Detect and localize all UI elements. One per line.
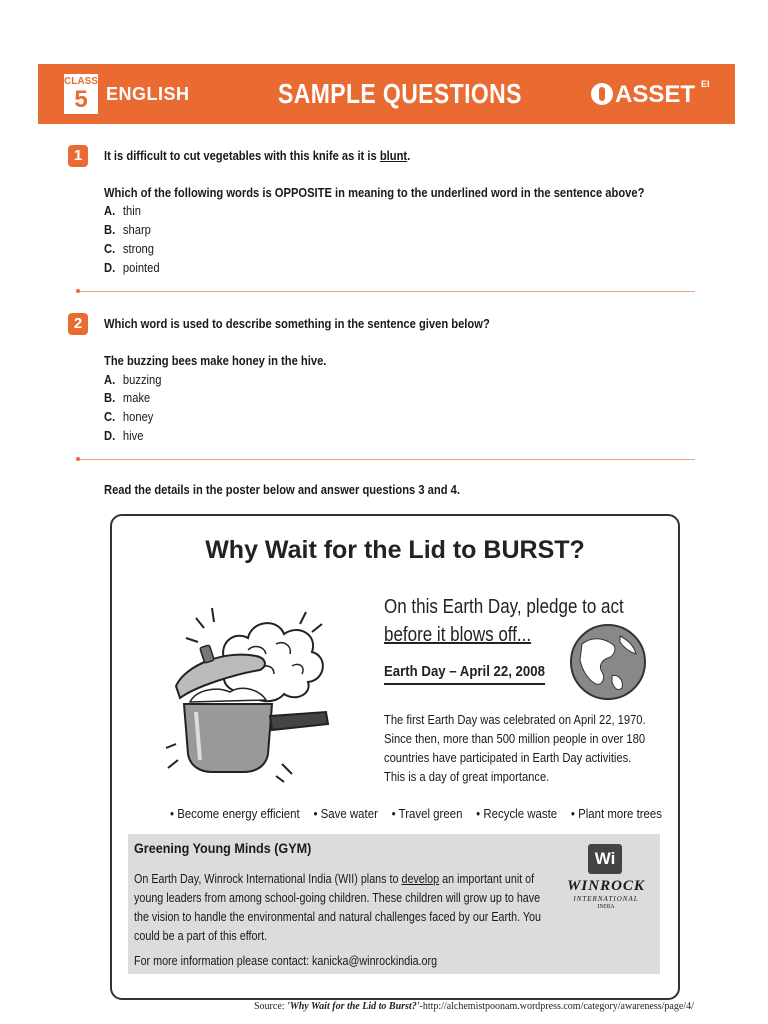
earth-day-date: Earth Day – April 22, 2008 bbox=[384, 663, 545, 685]
asset-logo-superscript: EI bbox=[701, 79, 710, 89]
question-1-underlined-word: blunt bbox=[379, 148, 408, 163]
question-1-option-b[interactable] bbox=[104, 222, 151, 237]
bullet-text: Save water bbox=[320, 806, 378, 821]
option-letter: B. bbox=[104, 222, 116, 237]
header-banner bbox=[38, 64, 735, 124]
pressure-cooker-illustration bbox=[156, 594, 346, 784]
class-badge bbox=[64, 74, 98, 114]
earth-day-poster bbox=[110, 514, 680, 1000]
bullet-text: Plant more trees bbox=[578, 806, 663, 821]
bullet-item: • Plant more trees bbox=[570, 806, 663, 821]
poster-instruction: Read the details in the poster below and answer questions 3 and 4. bbox=[104, 482, 460, 497]
option-text: strong bbox=[122, 241, 155, 256]
poster-title: Why Wait for the Lid to BURST? bbox=[205, 536, 585, 564]
gym-body bbox=[134, 870, 554, 946]
gym-title: Greening Young Minds (GYM) bbox=[134, 840, 312, 856]
option-text: buzzing bbox=[122, 372, 162, 387]
question-1-option-d[interactable] bbox=[104, 260, 160, 275]
option-text: pointed bbox=[122, 260, 160, 275]
source-label: Source: bbox=[254, 1001, 288, 1012]
question-2-option-b[interactable] bbox=[104, 390, 150, 405]
page-title: SAMPLE QUESTIONS bbox=[278, 78, 522, 109]
gym-underlined-word: develop bbox=[401, 872, 440, 886]
asset-logo-text: ASSET bbox=[615, 81, 696, 108]
bullet-item: • Recycle waste bbox=[476, 806, 558, 821]
question-1-stem-end: . bbox=[407, 148, 411, 163]
option-letter: A. bbox=[104, 372, 116, 387]
earth-day-info: The first Earth Day was celebrated on April 22, 1970. Since then, more than 500 million people in over 180 countries have participated in Earth Day activities. This is a day of great importance. bbox=[384, 712, 646, 784]
source-citation bbox=[254, 1001, 694, 1012]
subject-label: ENGLISH bbox=[106, 84, 190, 104]
question-2-stem: Which word is used to describe something in the sentence given below? bbox=[104, 316, 490, 331]
option-letter: C. bbox=[104, 409, 116, 424]
question-2-option-c[interactable] bbox=[104, 409, 153, 424]
question-divider bbox=[78, 459, 695, 460]
question-2-option-d[interactable] bbox=[104, 428, 143, 443]
pledge-line-1: On this Earth Day, pledge to act bbox=[384, 596, 624, 618]
question-1-option-a[interactable] bbox=[104, 203, 141, 218]
question-1-prompt: Which of the following words is OPPOSITE in meaning to the underlined word in the sentence above? bbox=[104, 185, 645, 200]
gym-contact: For more information please contact: kanicka@winrockindia.org bbox=[134, 954, 438, 968]
option-text: hive bbox=[122, 428, 144, 443]
gym-body-text-end: an important unit of young leaders from among school-going children. These children will grow up to have the vision to handle the environmental and natural challenges faced by our Earth. You could be a part of this effort. bbox=[134, 872, 541, 943]
option-text: thin bbox=[122, 203, 141, 218]
winrock-logo-mark: Wi bbox=[588, 844, 622, 874]
option-letter: D. bbox=[104, 260, 116, 275]
pledge-line-2: before it blows off... bbox=[384, 624, 532, 646]
source-url: -http://alchemistpoonam.wordpress.com/category/awareness/page/4/ bbox=[419, 1001, 694, 1012]
winrock-sub: INTERNATIONAL bbox=[573, 895, 639, 903]
question-2-option-a[interactable] bbox=[104, 372, 161, 387]
winrock-name: WINROCK bbox=[567, 878, 645, 894]
option-letter: A. bbox=[104, 203, 116, 218]
bullet-text: Become energy efficient bbox=[177, 806, 300, 821]
option-text: honey bbox=[122, 409, 154, 424]
winrock-country: INDIA bbox=[597, 904, 615, 910]
bullet-text: Recycle waste bbox=[483, 806, 558, 821]
asset-logo-icon bbox=[591, 83, 613, 105]
source-title: 'Why Wait for the Lid to Burst?' bbox=[287, 1001, 420, 1012]
option-text: make bbox=[122, 390, 151, 405]
question-1-number: 1 bbox=[68, 145, 88, 167]
option-letter: D. bbox=[104, 428, 116, 443]
bullet-text: Travel green bbox=[398, 806, 463, 821]
question-2-number: 2 bbox=[68, 313, 88, 335]
bullet-item: • Become energy efficient bbox=[170, 806, 300, 821]
class-number: 5 bbox=[74, 86, 88, 113]
question-1-stem-text: It is difficult to cut vegetables with this knife as it is bbox=[104, 148, 380, 163]
question-2-sentence: The buzzing bees make honey in the hive. bbox=[104, 353, 327, 368]
question-divider bbox=[78, 291, 695, 292]
option-letter: B. bbox=[104, 390, 116, 405]
option-letter: C. bbox=[104, 241, 116, 256]
bullet-item: • Travel green bbox=[391, 806, 463, 821]
gym-box bbox=[128, 834, 660, 974]
question-1-option-c[interactable] bbox=[104, 241, 154, 256]
class-label: CLASS bbox=[64, 76, 98, 87]
option-text: sharp bbox=[122, 222, 151, 237]
question-1-stem bbox=[104, 148, 410, 163]
action-bullets bbox=[170, 806, 673, 821]
bullet-item: • Save water bbox=[313, 806, 378, 821]
gym-body-text: On Earth Day, Winrock International India (WII) plans to bbox=[134, 872, 402, 886]
globe-icon bbox=[568, 622, 648, 702]
